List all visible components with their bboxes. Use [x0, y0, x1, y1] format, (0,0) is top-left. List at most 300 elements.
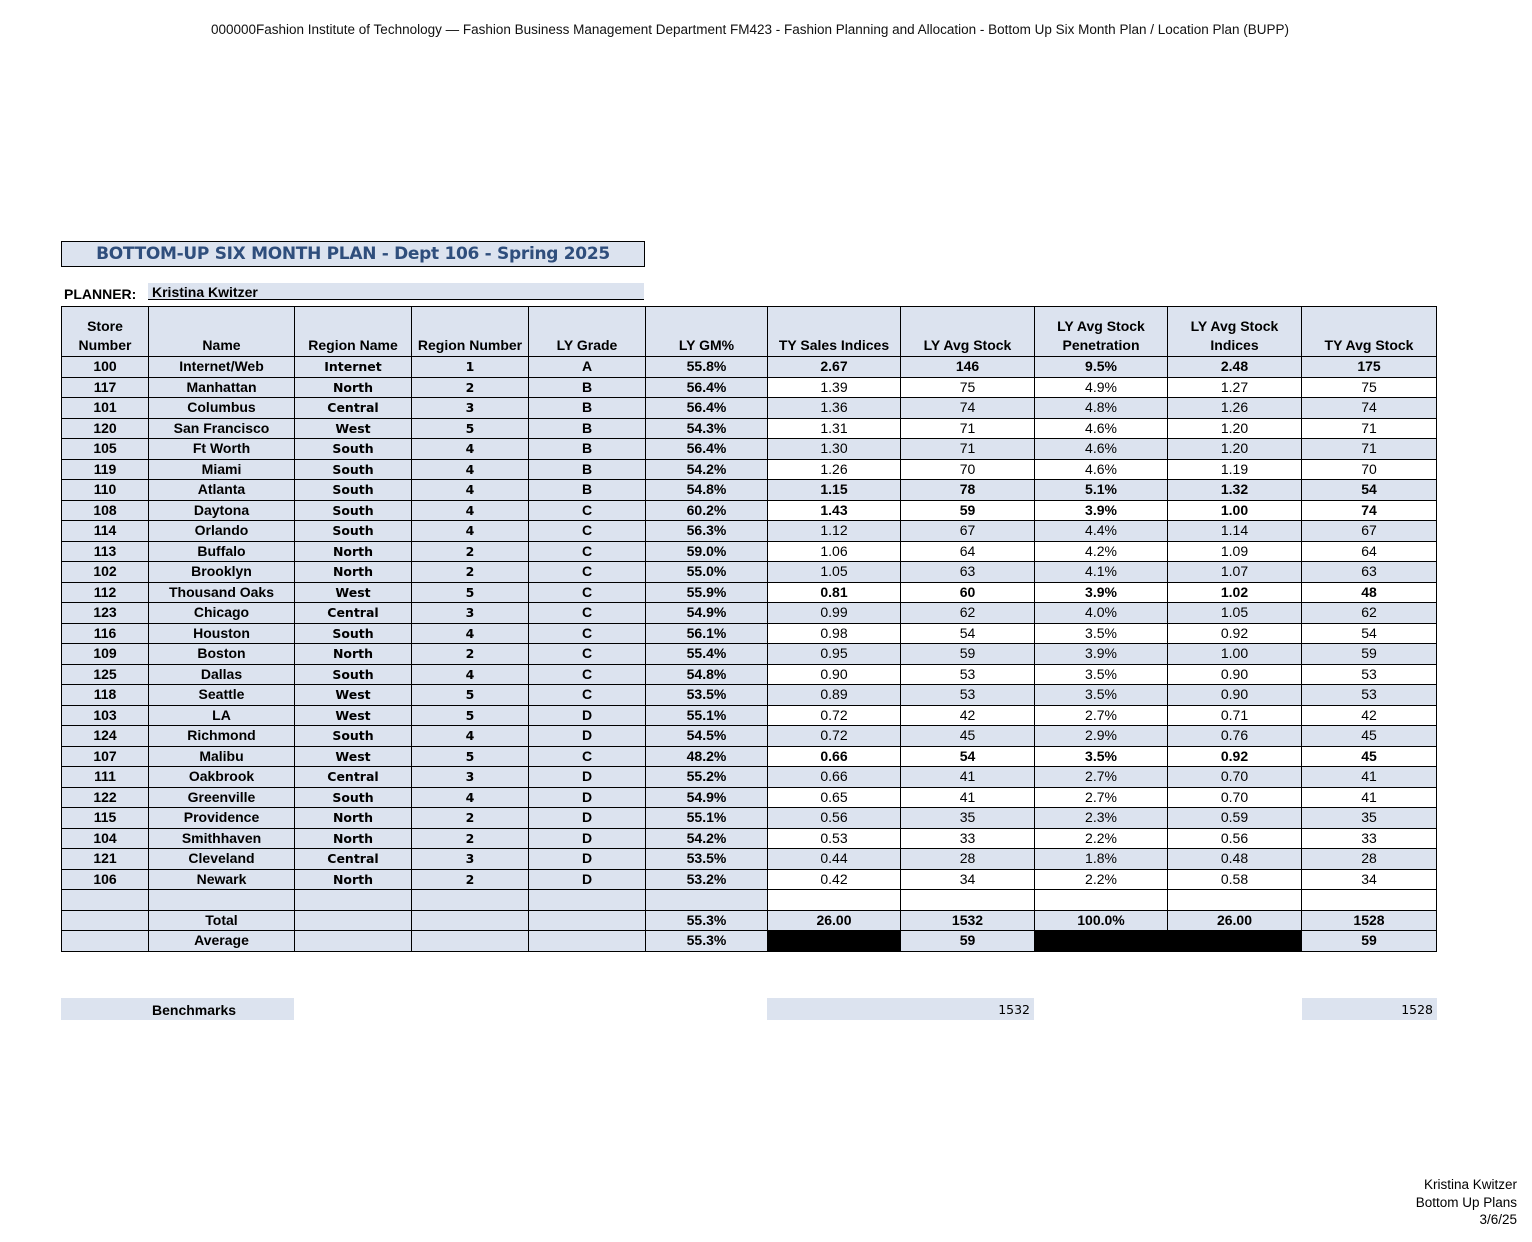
cell-ly-grade[interactable]: C [529, 603, 646, 624]
cell-store-number[interactable]: 125 [62, 664, 149, 685]
cell-region-number[interactable]: 4 [412, 480, 529, 501]
cell-store-number[interactable]: 121 [62, 849, 149, 870]
cell-ty-avg-stock[interactable]: 28 [1302, 849, 1437, 870]
cell-store-number[interactable]: 108 [62, 500, 149, 521]
cell-ly-grade[interactable] [529, 910, 646, 931]
cell-region-name[interactable]: South [295, 623, 412, 644]
cell-ty-sales-indices[interactable]: 1.39 [768, 377, 901, 398]
cell-ty-avg-stock[interactable]: 67 [1302, 521, 1437, 542]
cell-region-number[interactable]: 3 [412, 603, 529, 624]
cell-ty-avg-stock[interactable]: 64 [1302, 541, 1437, 562]
cell-ly-grade[interactable]: D [529, 787, 646, 808]
cell-ty-avg-stock[interactable]: 34 [1302, 869, 1437, 890]
blank-cell[interactable] [149, 890, 295, 911]
cell-region-name[interactable]: South [295, 459, 412, 480]
cell-name[interactable]: Atlanta [149, 480, 295, 501]
cell-ly-avg-stock-indices[interactable]: 1.14 [1168, 521, 1302, 542]
cell-region-number[interactable]: 2 [412, 808, 529, 829]
cell-ly-avg-stock[interactable]: 60 [901, 582, 1035, 603]
cell-ly-avg-stock[interactable]: 59 [901, 931, 1035, 952]
cell-ly-gm[interactable]: 56.4% [646, 377, 768, 398]
cell-ty-avg-stock[interactable]: 48 [1302, 582, 1437, 603]
cell-region-name[interactable]: North [295, 562, 412, 583]
cell-ty-sales-indices[interactable]: 0.53 [768, 828, 901, 849]
cell-ly-gm[interactable]: 55.1% [646, 808, 768, 829]
cell-region-name[interactable]: North [295, 644, 412, 665]
cell-region-number[interactable]: 5 [412, 705, 529, 726]
cell-name[interactable]: Ft Worth [149, 439, 295, 460]
cell-ty-sales-indices[interactable]: 0.99 [768, 603, 901, 624]
cell-ly-avg-stock-penetration[interactable]: 2.2% [1035, 828, 1168, 849]
cell-ly-avg-stock[interactable]: 59 [901, 500, 1035, 521]
cell-ty-sales-indices[interactable]: 1.12 [768, 521, 901, 542]
cell-ly-avg-stock[interactable]: 34 [901, 869, 1035, 890]
cell-ly-avg-stock-indices[interactable]: 1.27 [1168, 377, 1302, 398]
cell-ly-grade[interactable] [529, 931, 646, 952]
cell-ly-avg-stock-indices[interactable]: 1.09 [1168, 541, 1302, 562]
cell-ly-avg-stock-penetration[interactable]: 2.7% [1035, 705, 1168, 726]
cell-store-number[interactable]: 110 [62, 480, 149, 501]
cell-ly-gm[interactable]: 55.3% [646, 931, 768, 952]
cell-ty-sales-indices[interactable]: 0.56 [768, 808, 901, 829]
cell-region-name[interactable]: Central [295, 398, 412, 419]
cell-ty-sales-indices[interactable]: 0.81 [768, 582, 901, 603]
cell-ly-avg-stock[interactable]: 67 [901, 521, 1035, 542]
cell-ly-avg-stock-indices[interactable]: 1.07 [1168, 562, 1302, 583]
blank-cell[interactable] [768, 890, 901, 911]
cell-ty-sales-indices[interactable]: 1.43 [768, 500, 901, 521]
cell-ty-avg-stock[interactable]: 35 [1302, 808, 1437, 829]
cell-region-name[interactable]: South [295, 726, 412, 747]
cell-ty-avg-stock[interactable]: 54 [1302, 480, 1437, 501]
cell-ly-avg-stock-penetration[interactable]: 3.9% [1035, 500, 1168, 521]
cell-name[interactable]: Cleveland [149, 849, 295, 870]
cell-region-number[interactable]: 4 [412, 664, 529, 685]
cell-ly-grade[interactable]: D [529, 726, 646, 747]
cell-ty-avg-stock[interactable]: 41 [1302, 787, 1437, 808]
cell-region-number[interactable]: 4 [412, 521, 529, 542]
cell-ly-avg-stock-indices[interactable]: 1.26 [1168, 398, 1302, 419]
cell-region-number[interactable]: 5 [412, 418, 529, 439]
cell-ty-avg-stock[interactable]: 74 [1302, 500, 1437, 521]
cell-ty-avg-stock[interactable]: 75 [1302, 377, 1437, 398]
cell-ly-gm[interactable]: 55.8% [646, 357, 768, 378]
cell-ly-grade[interactable]: C [529, 746, 646, 767]
cell-name[interactable]: Miami [149, 459, 295, 480]
cell-ly-avg-stock-penetration[interactable]: 4.6% [1035, 418, 1168, 439]
cell-region-name[interactable]: North [295, 828, 412, 849]
cell-ly-avg-stock-indices[interactable]: 1.05 [1168, 603, 1302, 624]
cell-ly-gm[interactable]: 54.9% [646, 787, 768, 808]
cell-ly-avg-stock[interactable]: 70 [901, 459, 1035, 480]
cell-ly-avg-stock-penetration[interactable]: 5.1% [1035, 480, 1168, 501]
cell-store-number[interactable]: 103 [62, 705, 149, 726]
cell-ty-sales-indices[interactable]: 0.89 [768, 685, 901, 706]
cell-region-name[interactable] [295, 910, 412, 931]
cell-region-name[interactable]: Internet [295, 357, 412, 378]
cell-name[interactable]: LA [149, 705, 295, 726]
cell-ty-sales-indices[interactable]: 0.66 [768, 767, 901, 788]
cell-ty-sales-indices[interactable]: 0.72 [768, 726, 901, 747]
cell-ly-grade[interactable]: B [529, 459, 646, 480]
cell-ty-avg-stock[interactable]: 74 [1302, 398, 1437, 419]
cell-region-number[interactable]: 4 [412, 623, 529, 644]
cell-store-number[interactable]: 114 [62, 521, 149, 542]
cell-name[interactable]: Manhattan [149, 377, 295, 398]
cell-ly-avg-stock-indices[interactable]: 2.48 [1168, 357, 1302, 378]
cell-store-number[interactable]: 102 [62, 562, 149, 583]
cell-ly-avg-stock-penetration[interactable]: 2.7% [1035, 787, 1168, 808]
cell-ly-grade[interactable]: C [529, 664, 646, 685]
cell-region-number[interactable]: 5 [412, 746, 529, 767]
cell-ty-avg-stock[interactable]: 1528 [1302, 910, 1437, 931]
cell-ty-avg-stock[interactable]: 53 [1302, 685, 1437, 706]
cell-name[interactable]: Dallas [149, 664, 295, 685]
cell-region-name[interactable]: Central [295, 849, 412, 870]
cell-ly-grade[interactable]: C [529, 644, 646, 665]
cell-ly-avg-stock[interactable]: 74 [901, 398, 1035, 419]
cell-ty-sales-indices[interactable]: 1.36 [768, 398, 901, 419]
cell-ly-avg-stock-penetration[interactable]: 4.8% [1035, 398, 1168, 419]
cell-ly-avg-stock-penetration[interactable]: 100.0% [1035, 910, 1168, 931]
cell-name[interactable]: Boston [149, 644, 295, 665]
cell-ly-avg-stock-indices[interactable]: 0.90 [1168, 664, 1302, 685]
cell-region-name[interactable]: Central [295, 767, 412, 788]
cell-ly-gm[interactable]: 53.5% [646, 849, 768, 870]
cell-ly-avg-stock-penetration[interactable]: 4.6% [1035, 439, 1168, 460]
cell-ly-avg-stock-indices[interactable]: 0.70 [1168, 767, 1302, 788]
cell-ly-grade[interactable]: D [529, 828, 646, 849]
cell-store-number[interactable]: 111 [62, 767, 149, 788]
cell-region-number[interactable]: 2 [412, 644, 529, 665]
cell-ly-avg-stock[interactable]: 41 [901, 787, 1035, 808]
cell-ly-avg-stock-penetration[interactable]: 4.2% [1035, 541, 1168, 562]
cell-region-name[interactable]: West [295, 705, 412, 726]
cell-ly-avg-stock[interactable]: 54 [901, 746, 1035, 767]
cell-name[interactable]: San Francisco [149, 418, 295, 439]
cell-ty-sales-indices[interactable]: 1.30 [768, 439, 901, 460]
blank-cell[interactable] [1035, 890, 1168, 911]
cell-ty-sales-indices[interactable]: 1.26 [768, 459, 901, 480]
cell-region-number[interactable] [412, 931, 529, 952]
cell-region-number[interactable]: 3 [412, 398, 529, 419]
cell-name[interactable]: Seattle [149, 685, 295, 706]
cell-ly-avg-stock-indices[interactable]: 1.02 [1168, 582, 1302, 603]
cell-ly-avg-stock[interactable]: 64 [901, 541, 1035, 562]
cell-name[interactable]: Total [149, 910, 295, 931]
cell-ly-avg-stock-indices[interactable]: 0.58 [1168, 869, 1302, 890]
cell-store-number[interactable]: 120 [62, 418, 149, 439]
cell-region-name[interactable]: South [295, 521, 412, 542]
cell-region-name[interactable]: South [295, 787, 412, 808]
cell-name[interactable]: Average [149, 931, 295, 952]
cell-region-name[interactable]: West [295, 582, 412, 603]
cell-name[interactable]: Internet/Web [149, 357, 295, 378]
cell-ly-avg-stock-indices[interactable]: 26.00 [1168, 910, 1302, 931]
planner-name-field[interactable]: Kristina Kwitzer [148, 283, 644, 300]
cell-region-number[interactable]: 2 [412, 541, 529, 562]
cell-ty-avg-stock[interactable]: 175 [1302, 357, 1437, 378]
cell-ty-sales-indices[interactable] [768, 931, 901, 952]
cell-ty-sales-indices[interactable]: 0.90 [768, 664, 901, 685]
cell-region-name[interactable]: North [295, 377, 412, 398]
cell-ly-avg-stock-penetration[interactable]: 2.7% [1035, 767, 1168, 788]
cell-ty-sales-indices[interactable]: 0.98 [768, 623, 901, 644]
cell-ly-avg-stock-indices[interactable]: 1.20 [1168, 439, 1302, 460]
cell-ly-avg-stock-penetration[interactable] [1035, 931, 1168, 952]
cell-ly-avg-stock-indices[interactable]: 1.20 [1168, 418, 1302, 439]
cell-name[interactable]: Buffalo [149, 541, 295, 562]
cell-region-name[interactable] [295, 931, 412, 952]
cell-ly-avg-stock-indices[interactable]: 0.92 [1168, 623, 1302, 644]
cell-ty-sales-indices[interactable]: 0.95 [768, 644, 901, 665]
cell-ly-gm[interactable]: 54.5% [646, 726, 768, 747]
cell-ly-avg-stock-indices[interactable] [1168, 931, 1302, 952]
cell-region-number[interactable]: 4 [412, 500, 529, 521]
cell-region-name[interactable]: South [295, 664, 412, 685]
blank-cell[interactable] [295, 890, 412, 911]
cell-name[interactable]: Orlando [149, 521, 295, 542]
cell-ly-avg-stock-penetration[interactable]: 2.9% [1035, 726, 1168, 747]
cell-ly-gm[interactable]: 55.0% [646, 562, 768, 583]
cell-ly-grade[interactable]: D [529, 705, 646, 726]
cell-ly-avg-stock-indices[interactable]: 0.90 [1168, 685, 1302, 706]
cell-ly-avg-stock-penetration[interactable]: 3.9% [1035, 582, 1168, 603]
cell-name[interactable]: Houston [149, 623, 295, 644]
cell-ly-avg-stock[interactable]: 42 [901, 705, 1035, 726]
cell-ly-gm[interactable]: 53.5% [646, 685, 768, 706]
cell-ty-avg-stock[interactable]: 41 [1302, 767, 1437, 788]
cell-ty-avg-stock[interactable]: 63 [1302, 562, 1437, 583]
cell-region-number[interactable]: 4 [412, 459, 529, 480]
cell-region-name[interactable]: South [295, 480, 412, 501]
cell-ly-gm[interactable]: 60.2% [646, 500, 768, 521]
cell-ly-avg-stock-penetration[interactable]: 4.4% [1035, 521, 1168, 542]
cell-ty-sales-indices[interactable]: 26.00 [768, 910, 901, 931]
cell-ty-sales-indices[interactable]: 2.67 [768, 357, 901, 378]
cell-ly-avg-stock-indices[interactable]: 0.92 [1168, 746, 1302, 767]
cell-region-number[interactable]: 2 [412, 828, 529, 849]
cell-region-number[interactable]: 2 [412, 869, 529, 890]
cell-ty-avg-stock[interactable]: 62 [1302, 603, 1437, 624]
cell-ly-grade[interactable]: B [529, 398, 646, 419]
cell-ly-gm[interactable]: 56.3% [646, 521, 768, 542]
cell-ly-gm[interactable]: 56.4% [646, 398, 768, 419]
cell-ty-avg-stock[interactable]: 70 [1302, 459, 1437, 480]
cell-ly-avg-stock[interactable]: 62 [901, 603, 1035, 624]
cell-ly-gm[interactable]: 54.8% [646, 480, 768, 501]
cell-ty-avg-stock[interactable]: 45 [1302, 746, 1437, 767]
cell-name[interactable]: Newark [149, 869, 295, 890]
cell-store-number[interactable]: 107 [62, 746, 149, 767]
cell-ly-avg-stock-penetration[interactable]: 4.0% [1035, 603, 1168, 624]
cell-ly-gm[interactable]: 55.9% [646, 582, 768, 603]
cell-store-number[interactable]: 113 [62, 541, 149, 562]
cell-store-number[interactable]: 115 [62, 808, 149, 829]
cell-ly-avg-stock[interactable]: 53 [901, 664, 1035, 685]
cell-ly-grade[interactable]: D [529, 849, 646, 870]
cell-ly-grade[interactable]: C [529, 521, 646, 542]
cell-ly-gm[interactable]: 54.2% [646, 828, 768, 849]
cell-name[interactable]: Providence [149, 808, 295, 829]
cell-store-number[interactable]: 105 [62, 439, 149, 460]
cell-ly-avg-stock-indices[interactable]: 0.76 [1168, 726, 1302, 747]
cell-ly-avg-stock[interactable]: 45 [901, 726, 1035, 747]
cell-ty-avg-stock[interactable]: 33 [1302, 828, 1437, 849]
blank-cell[interactable] [901, 890, 1035, 911]
cell-ty-avg-stock[interactable]: 53 [1302, 664, 1437, 685]
cell-store-number[interactable]: 118 [62, 685, 149, 706]
cell-region-number[interactable]: 4 [412, 787, 529, 808]
cell-region-number[interactable]: 4 [412, 439, 529, 460]
cell-region-name[interactable]: North [295, 808, 412, 829]
cell-ly-grade[interactable]: D [529, 767, 646, 788]
cell-ly-avg-stock-penetration[interactable]: 2.2% [1035, 869, 1168, 890]
cell-ly-gm[interactable]: 55.4% [646, 644, 768, 665]
cell-ly-avg-stock[interactable]: 53 [901, 685, 1035, 706]
cell-region-name[interactable]: West [295, 685, 412, 706]
blank-cell[interactable] [529, 890, 646, 911]
cell-ly-avg-stock-indices[interactable]: 0.48 [1168, 849, 1302, 870]
cell-ly-avg-stock-penetration[interactable]: 2.3% [1035, 808, 1168, 829]
cell-ly-gm[interactable]: 56.4% [646, 439, 768, 460]
blank-cell[interactable] [62, 890, 149, 911]
cell-store-number[interactable]: 119 [62, 459, 149, 480]
cell-ty-sales-indices[interactable]: 1.15 [768, 480, 901, 501]
cell-ly-gm[interactable]: 54.2% [646, 459, 768, 480]
cell-ly-gm[interactable]: 48.2% [646, 746, 768, 767]
cell-name[interactable]: Greenville [149, 787, 295, 808]
cell-name[interactable]: Brooklyn [149, 562, 295, 583]
cell-name[interactable]: Chicago [149, 603, 295, 624]
cell-ly-grade[interactable]: C [529, 562, 646, 583]
cell-ly-grade[interactable]: B [529, 480, 646, 501]
cell-region-number[interactable]: 2 [412, 377, 529, 398]
cell-region-name[interactable]: South [295, 500, 412, 521]
cell-region-number[interactable]: 3 [412, 849, 529, 870]
cell-ly-avg-stock[interactable]: 78 [901, 480, 1035, 501]
cell-ly-gm[interactable]: 56.1% [646, 623, 768, 644]
cell-store-number[interactable]: 124 [62, 726, 149, 747]
cell-region-number[interactable]: 5 [412, 685, 529, 706]
cell-name[interactable]: Malibu [149, 746, 295, 767]
cell-name[interactable]: Oakbrook [149, 767, 295, 788]
cell-region-number[interactable]: 5 [412, 582, 529, 603]
cell-ty-avg-stock[interactable]: 59 [1302, 931, 1437, 952]
cell-ty-avg-stock[interactable]: 71 [1302, 418, 1437, 439]
cell-store-number[interactable]: 117 [62, 377, 149, 398]
cell-ly-avg-stock[interactable]: 54 [901, 623, 1035, 644]
cell-store-number[interactable]: 101 [62, 398, 149, 419]
cell-store-number[interactable]: 100 [62, 357, 149, 378]
cell-ly-grade[interactable]: C [529, 541, 646, 562]
cell-region-number[interactable] [412, 910, 529, 931]
blank-cell[interactable] [1168, 890, 1302, 911]
cell-ly-avg-stock[interactable]: 59 [901, 644, 1035, 665]
cell-ly-avg-stock[interactable]: 146 [901, 357, 1035, 378]
cell-ly-gm[interactable]: 54.9% [646, 603, 768, 624]
cell-ty-avg-stock[interactable]: 59 [1302, 644, 1437, 665]
cell-store-number[interactable]: 104 [62, 828, 149, 849]
cell-ly-avg-stock-indices[interactable]: 1.32 [1168, 480, 1302, 501]
blank-cell[interactable] [1302, 890, 1437, 911]
cell-ly-gm[interactable]: 55.2% [646, 767, 768, 788]
cell-ly-grade[interactable]: C [529, 500, 646, 521]
cell-region-number[interactable]: 1 [412, 357, 529, 378]
cell-ly-gm[interactable]: 55.3% [646, 910, 768, 931]
cell-ly-gm[interactable]: 55.1% [646, 705, 768, 726]
cell-region-name[interactable]: West [295, 746, 412, 767]
cell-ly-grade[interactable]: B [529, 377, 646, 398]
blank-cell[interactable] [646, 890, 768, 911]
cell-ty-avg-stock[interactable]: 54 [1302, 623, 1437, 644]
cell-store-number[interactable]: 109 [62, 644, 149, 665]
cell-region-name[interactable]: West [295, 418, 412, 439]
cell-region-number[interactable]: 2 [412, 562, 529, 583]
cell-ly-avg-stock[interactable]: 71 [901, 439, 1035, 460]
cell-region-number[interactable]: 4 [412, 726, 529, 747]
cell-ly-grade[interactable]: C [529, 582, 646, 603]
cell-ly-avg-stock-penetration[interactable]: 4.6% [1035, 459, 1168, 480]
cell-ly-gm[interactable]: 53.2% [646, 869, 768, 890]
cell-store-number[interactable]: 116 [62, 623, 149, 644]
cell-ly-avg-stock-indices[interactable]: 0.70 [1168, 787, 1302, 808]
cell-ty-sales-indices[interactable]: 1.05 [768, 562, 901, 583]
cell-ty-sales-indices[interactable]: 0.44 [768, 849, 901, 870]
cell-ly-avg-stock[interactable]: 71 [901, 418, 1035, 439]
cell-ly-gm[interactable]: 54.8% [646, 664, 768, 685]
cell-ly-avg-stock[interactable]: 75 [901, 377, 1035, 398]
cell-name[interactable]: Columbus [149, 398, 295, 419]
cell-ly-avg-stock[interactable]: 41 [901, 767, 1035, 788]
cell-ly-avg-stock[interactable]: 35 [901, 808, 1035, 829]
cell-ly-gm[interactable]: 54.3% [646, 418, 768, 439]
cell-ty-sales-indices[interactable]: 1.06 [768, 541, 901, 562]
cell-ly-grade[interactable]: B [529, 418, 646, 439]
cell-ly-avg-stock-penetration[interactable]: 3.5% [1035, 664, 1168, 685]
cell-store-number[interactable]: 112 [62, 582, 149, 603]
cell-ly-avg-stock-penetration[interactable]: 4.1% [1035, 562, 1168, 583]
cell-ly-grade[interactable]: A [529, 357, 646, 378]
cell-store-number[interactable] [62, 931, 149, 952]
cell-store-number[interactable]: 123 [62, 603, 149, 624]
cell-ly-avg-stock[interactable]: 28 [901, 849, 1035, 870]
cell-ly-avg-stock-penetration[interactable]: 9.5% [1035, 357, 1168, 378]
cell-ly-avg-stock-penetration[interactable]: 3.5% [1035, 685, 1168, 706]
cell-region-name[interactable]: North [295, 541, 412, 562]
cell-ly-avg-stock-penetration[interactable]: 3.5% [1035, 746, 1168, 767]
cell-name[interactable]: Daytona [149, 500, 295, 521]
cell-store-number[interactable] [62, 910, 149, 931]
cell-region-name[interactable]: North [295, 869, 412, 890]
cell-ly-grade[interactable]: D [529, 808, 646, 829]
cell-ly-grade[interactable]: B [529, 439, 646, 460]
cell-ly-grade[interactable]: D [529, 869, 646, 890]
blank-cell[interactable] [412, 890, 529, 911]
cell-store-number[interactable]: 122 [62, 787, 149, 808]
cell-ly-avg-stock[interactable]: 63 [901, 562, 1035, 583]
cell-region-number[interactable]: 3 [412, 767, 529, 788]
cell-ty-sales-indices[interactable]: 0.42 [768, 869, 901, 890]
cell-ly-avg-stock-indices[interactable]: 0.56 [1168, 828, 1302, 849]
cell-ly-avg-stock-indices[interactable]: 1.19 [1168, 459, 1302, 480]
cell-ly-avg-stock-indices[interactable]: 0.59 [1168, 808, 1302, 829]
cell-ly-gm[interactable]: 59.0% [646, 541, 768, 562]
cell-ly-avg-stock-penetration[interactable]: 1.8% [1035, 849, 1168, 870]
cell-ly-avg-stock-indices[interactable]: 0.71 [1168, 705, 1302, 726]
cell-ly-avg-stock-penetration[interactable]: 3.9% [1035, 644, 1168, 665]
cell-ty-sales-indices[interactable]: 0.72 [768, 705, 901, 726]
